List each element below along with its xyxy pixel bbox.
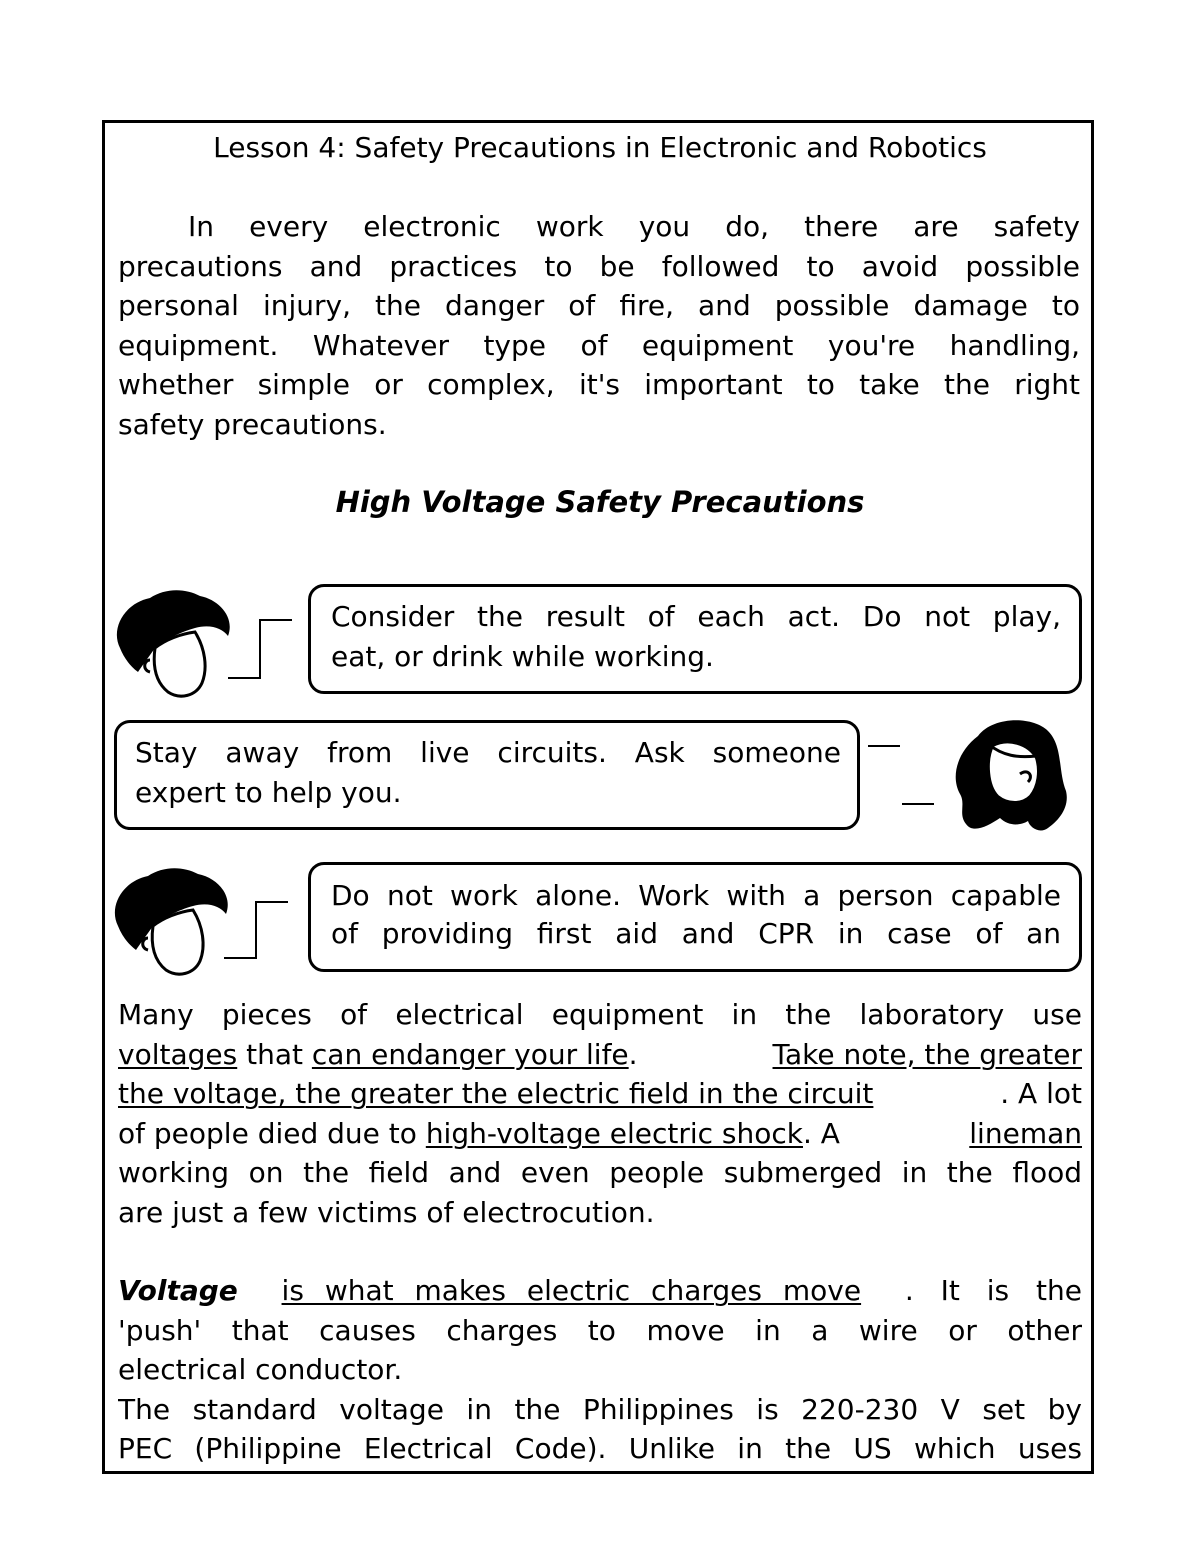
definition-line: The standard voltage in the Philippines is 220-230 V set by [118,1392,1082,1426]
speech-connector [226,616,296,686]
definition-line: electrical conductor. [118,1353,403,1386]
intro-line: In every electronic work you do, there are safety [188,210,1080,243]
section-heading: High Voltage Safety Precautions [335,485,865,519]
definition-line: 'push' that causes charges to move in a wire or other [118,1313,1082,1347]
bubble-text: of providing first aid and CPR in case of an [331,917,1061,950]
speech-bubble-1 [308,584,1082,694]
person-with-hat-icon [110,588,235,700]
woman-icon [948,716,1073,836]
definition-term: Voltage [118,1274,238,1307]
intro-line: whether simple or complex, it's important to take the right [118,368,1080,401]
intro-line: equipment. Whatever type of equipment you're handling, [118,328,1080,362]
bubble-text: Stay away from live circuits. Ask someone [135,736,841,769]
speech-connector [222,898,292,964]
definition-line: Voltage is what makes electric charges move . It is the [118,1274,1082,1307]
paragraph-line: voltages that can endanger your life. Take note, the greater [118,1037,1082,1071]
speech-bubble-2 [114,720,860,830]
lesson-title: Lesson 4: Safety Precautions in Electronic and Robotics [213,131,987,164]
bubble-text: Do not work alone. Work with a person capable [331,879,1061,912]
paragraph-line: of people died due to high-voltage electric shock. A lineman [118,1116,1082,1150]
intro-line: safety precautions. [118,407,387,441]
voltage-definition [118,1271,1082,1469]
intro-line: personal injury, the danger of fire, and possible damage to [118,289,1080,322]
paragraph-line: are just a few victims of electrocution. [118,1195,655,1229]
speech-bubble-3 [308,862,1082,972]
definition-line: PEC (Philippine Electrical Code). Unlike in the US which uses [118,1432,1082,1465]
intro-line: precautions and practices to be followed to avoid possible [118,249,1080,283]
paragraph-line: working on the field and even people submerged in the flood [118,1156,1082,1189]
person-with-hat-icon [108,866,233,978]
bubble-text: Consider the result of each act. Do not play, [331,600,1061,633]
speech-connector [866,738,936,808]
bubble-text: eat, or drink while working. [331,639,714,673]
paragraph-line: the voltage, the greater the electric field in the circuit . A lot [118,1077,1082,1110]
intro-paragraph [118,207,1080,444]
voltage-paragraph [118,995,1082,1232]
bubble-text: expert to help you. [135,775,402,809]
paragraph-line: Many pieces of electrical equipment in the laboratory use [118,998,1082,1031]
